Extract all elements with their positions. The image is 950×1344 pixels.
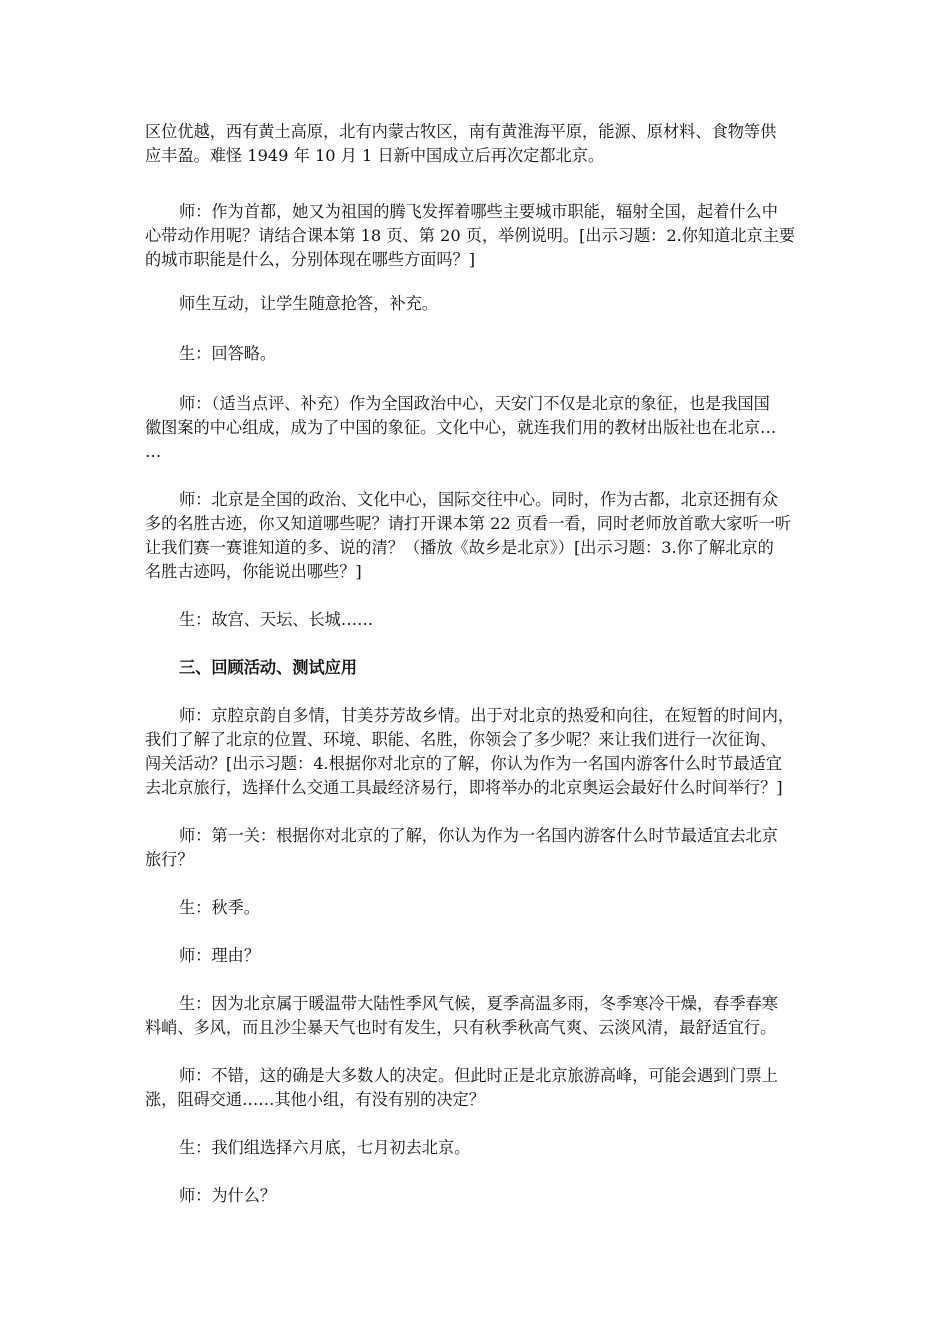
- text-line: 生：秋季。: [179, 898, 260, 917]
- text-line: 我们了解了北京的位置、环境、职能、名胜，你领会了多少呢？来让我们进行一次征询、: [145, 730, 777, 749]
- text-line: 师：第一关：根据你对北京的了解，你认为作为一名国内游客什么时节最适宜去北京: [179, 826, 778, 845]
- text-line: 应丰盈。难怪 1949 年 10 月 1 日新中国成立后再次定都北京。: [145, 146, 605, 165]
- text-line: 闯关活动？[出示习题：4.根据你对北京的了解，你认为作为一名国内游客什么时节最适宜: [145, 754, 782, 773]
- text-line: 师：理由？: [179, 946, 260, 965]
- paragraph-first-level: [145, 824, 810, 872]
- paragraph-continuation: [145, 120, 810, 168]
- paragraph-student-landmarks: [145, 608, 810, 632]
- paragraph-interaction: [145, 292, 810, 316]
- paragraph-teacher-landmarks: [145, 488, 810, 584]
- text-line: 生：我们组选择六月底，七月初去北京。: [179, 1138, 471, 1157]
- text-line: 去北京旅行，选择什么交通工具最经济易行，即将举办的北京奥运会最好什么时间举行？]: [145, 778, 783, 797]
- paragraph-teacher-city-functions: [145, 200, 810, 272]
- text-line: 师：（适当点评、补充）作为全国政治中心，天安门不仅是北京的象征，也是我国国: [179, 394, 770, 413]
- section-heading: [145, 656, 810, 680]
- text-line: 涨，阻碍交通……其他小组，有没有别的决定？: [145, 1090, 485, 1109]
- text-line: …: [145, 442, 162, 461]
- text-line: 的城市职能是什么，分别体现在哪些方面吗？]: [145, 250, 476, 269]
- paragraph-student-june: [145, 1136, 810, 1160]
- text-line: 多的名胜古迹，你又知道哪些呢？请打开课本第 22 页看一看，同时老师放首歌大家听一听: [145, 514, 792, 533]
- text-line: 生：故宫、天坛、长城……: [179, 610, 374, 629]
- text-line: 师：为什么？: [179, 1186, 277, 1205]
- paragraph-teacher-peak: [145, 1064, 810, 1112]
- paragraph-teacher-review: [145, 704, 810, 800]
- text-line: 生：回答略。: [179, 344, 277, 363]
- text-line: 料峭、多风，而且沙尘暴天气也时有发生，只有秋季秋高气爽、云淡风清，最舒适宜行。: [145, 1018, 777, 1037]
- paragraph-student-climate: [145, 992, 810, 1040]
- text-line: 让我们赛一赛谁知道的多、说的清？（播放《故乡是北京》）[出示习题：3.你了解北京的: [145, 538, 774, 557]
- paragraph-teacher-reason: [145, 944, 810, 968]
- paragraph-teacher-comment: [145, 392, 810, 464]
- text-line: 师生互动，让学生随意抢答，补充。: [179, 294, 438, 313]
- paragraph-student-answer: [145, 342, 810, 366]
- text-line: 三、回顾活动、测试应用: [179, 658, 358, 677]
- text-line: 心带动作用呢？请结合课本第 18 页、第 20 页，举例说明。[出示习题：2.你知道北京主要: [145, 226, 796, 245]
- text-line: 师：京腔京韵自多情，甘美芬芳故乡情。出于对北京的热爱和向往，在短暂的时间内，: [179, 706, 795, 725]
- text-line: 名胜古迹吗，你能说出哪些？]: [145, 562, 362, 581]
- paragraph-teacher-why: [145, 1184, 810, 1208]
- paragraph-student-autumn: [145, 896, 810, 920]
- text-line: 生：因为北京属于暖温带大陆性季风气候，夏季高温多雨，冬季寒冷干燥，春季春寒: [179, 994, 778, 1013]
- text-line: 师：作为首都，她又为祖国的腾飞发挥着哪些主要城市职能，辐射全国，起着什么中: [179, 202, 778, 221]
- text-line: 徽图案的中心组成，成为了中国的象征。文化中心，就连我们用的教材出版社也在北京…: [145, 418, 777, 437]
- text-line: 师：北京是全国的政治、文化中心，国际交往中心。同时，作为古都，北京还拥有众: [179, 490, 778, 509]
- text-line: 旅行？: [145, 850, 194, 869]
- text-line: 师：不错，这的确是大多数人的决定。但此时正是北京旅游高峰，可能会遇到门票上: [179, 1066, 778, 1085]
- text-line: 区位优越，西有黄土高原，北有内蒙古牧区，南有黄淮海平原，能源、原材料、食物等供: [145, 122, 777, 141]
